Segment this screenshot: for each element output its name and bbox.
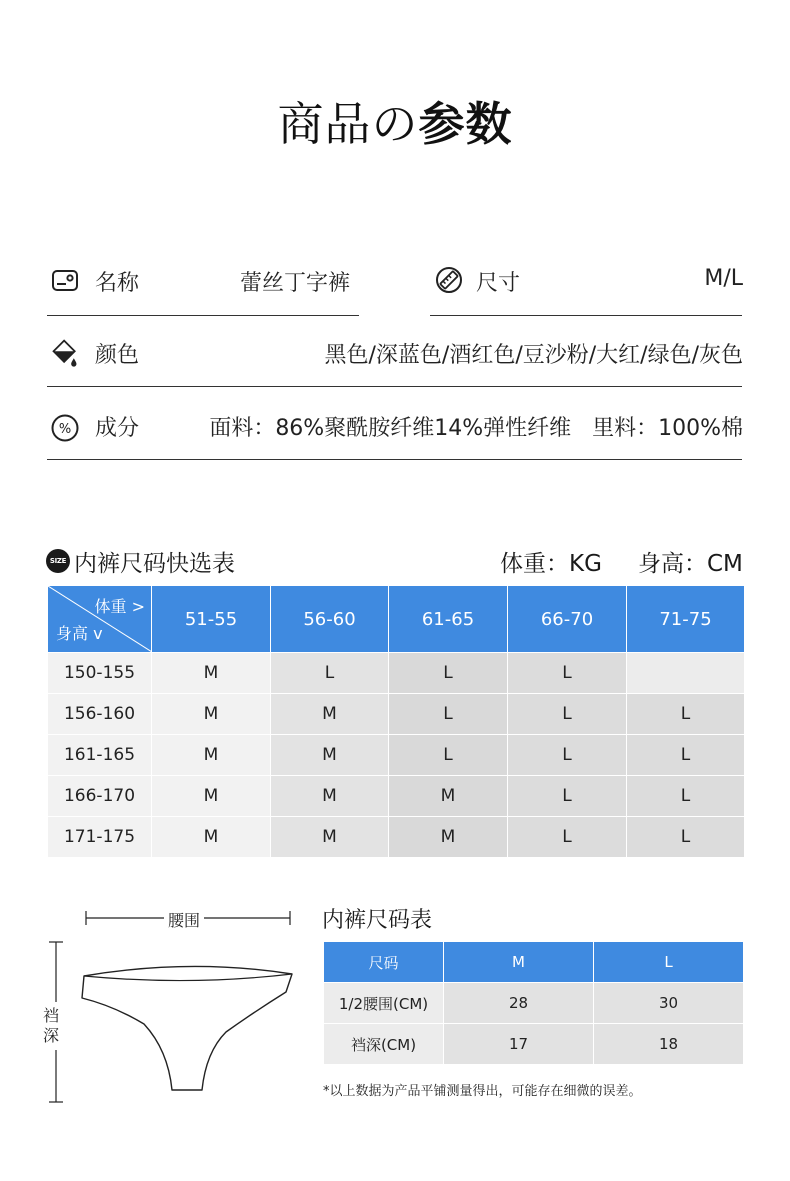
size-cell: M <box>389 817 508 858</box>
tag-icon <box>50 266 80 296</box>
measure-cell: 18 <box>594 1024 744 1065</box>
param-value-name: 蕾丝丁字裤 <box>240 271 351 296</box>
size-cell: L <box>271 653 389 694</box>
depth-label: 裆深 <box>42 1002 60 1050</box>
corner-height-label: 身高 v <box>56 624 103 643</box>
size-cell: L <box>627 735 745 776</box>
weight-column-header: 56-60 <box>271 586 389 653</box>
height-row-header: 166-170 <box>48 776 152 817</box>
measure-row-header: 1/2腰围(CM) <box>324 983 444 1024</box>
size-cell: M <box>152 653 271 694</box>
param-value-color: 黑色/深蓝色/酒红色/豆沙粉/大红/绿色/灰色 <box>324 343 743 368</box>
measurement-footnote: *以上数据为产品平铺测量得出，可能存在细微的误差。 <box>323 1084 642 1099</box>
table-row <box>48 653 745 694</box>
measure-cell: 30 <box>594 983 744 1024</box>
percent-icon <box>50 413 80 443</box>
measure-cell: 28 <box>444 983 594 1024</box>
divider <box>430 315 742 316</box>
size-chart-title: 内裤尺码表 <box>322 908 433 933</box>
corner-weight-label: 体重 > <box>94 597 145 616</box>
size-cell: L <box>508 776 627 817</box>
svg-text:%: % <box>58 422 72 437</box>
param-label-name: 名称 <box>95 271 140 296</box>
table-row <box>48 776 745 817</box>
paint-bucket-icon <box>50 338 80 368</box>
size-cell: M <box>271 817 389 858</box>
height-unit-label: 身高：CM <box>638 551 743 577</box>
weight-unit-label: 体重：KG <box>500 551 602 577</box>
size-cell: M <box>152 817 271 858</box>
size-cell: M <box>152 735 271 776</box>
size-cell: L <box>389 694 508 735</box>
size-cell: M <box>389 776 508 817</box>
weight-column-header: 51-55 <box>152 586 271 653</box>
waist-label: 腰围 <box>164 908 204 931</box>
size-chart-table <box>323 941 744 1065</box>
weight-column-header: 61-65 <box>389 586 508 653</box>
size-cell: M <box>152 776 271 817</box>
weight-column-header: 71-75 <box>627 586 745 653</box>
size-cell: L <box>508 735 627 776</box>
quick-chart-title: 内裤尺码快选表 <box>74 551 235 577</box>
ruler-icon <box>434 265 464 295</box>
size-badge: SIZE <box>46 549 70 573</box>
table-header-row <box>48 586 745 653</box>
param-label-size: 尺寸 <box>476 271 521 296</box>
table-row <box>324 983 744 1024</box>
divider <box>47 315 359 316</box>
param-label-material: 成分 <box>95 416 140 441</box>
table-header-row <box>324 942 744 983</box>
param-value-size: M/L <box>704 266 743 291</box>
briefs-diagram <box>40 900 310 1110</box>
weight-column-header: 66-70 <box>508 586 627 653</box>
divider <box>47 386 742 387</box>
page-title: 商品の参数 <box>277 97 513 151</box>
height-row-header: 171-175 <box>48 817 152 858</box>
size-column-header: M <box>444 942 594 983</box>
height-row-header: 150-155 <box>48 653 152 694</box>
size-column-header: L <box>594 942 744 983</box>
size-cell: L <box>627 776 745 817</box>
size-cell: M <box>271 776 389 817</box>
table-row <box>48 735 745 776</box>
height-row-header: 156-160 <box>48 694 152 735</box>
height-row-header: 161-165 <box>48 735 152 776</box>
param-label-color: 颜色 <box>95 343 140 368</box>
size-cell: L <box>627 817 745 858</box>
measure-cell: 17 <box>444 1024 594 1065</box>
size-cell: L <box>627 694 745 735</box>
param-value-material: 面料：86%聚酰胺纤维14%弹性纤维 里料：100%棉 <box>209 416 743 441</box>
briefs-illustration <box>40 900 310 1110</box>
size-cell: L <box>389 735 508 776</box>
size-cell: M <box>271 694 389 735</box>
table-row <box>48 817 745 858</box>
table-row <box>48 694 745 735</box>
size-cell: M <box>271 735 389 776</box>
quick-size-table <box>47 585 745 858</box>
size-cell: L <box>508 653 627 694</box>
size-cell: L <box>389 653 508 694</box>
size-cell: L <box>508 817 627 858</box>
divider <box>47 459 742 460</box>
size-cell: M <box>152 694 271 735</box>
size-cell <box>627 653 745 694</box>
size-cell: L <box>508 694 627 735</box>
size-column-header: 尺码 <box>324 942 444 983</box>
corner-cell <box>48 586 152 653</box>
measure-row-header: 裆深(CM) <box>324 1024 444 1065</box>
table-row <box>324 1024 744 1065</box>
